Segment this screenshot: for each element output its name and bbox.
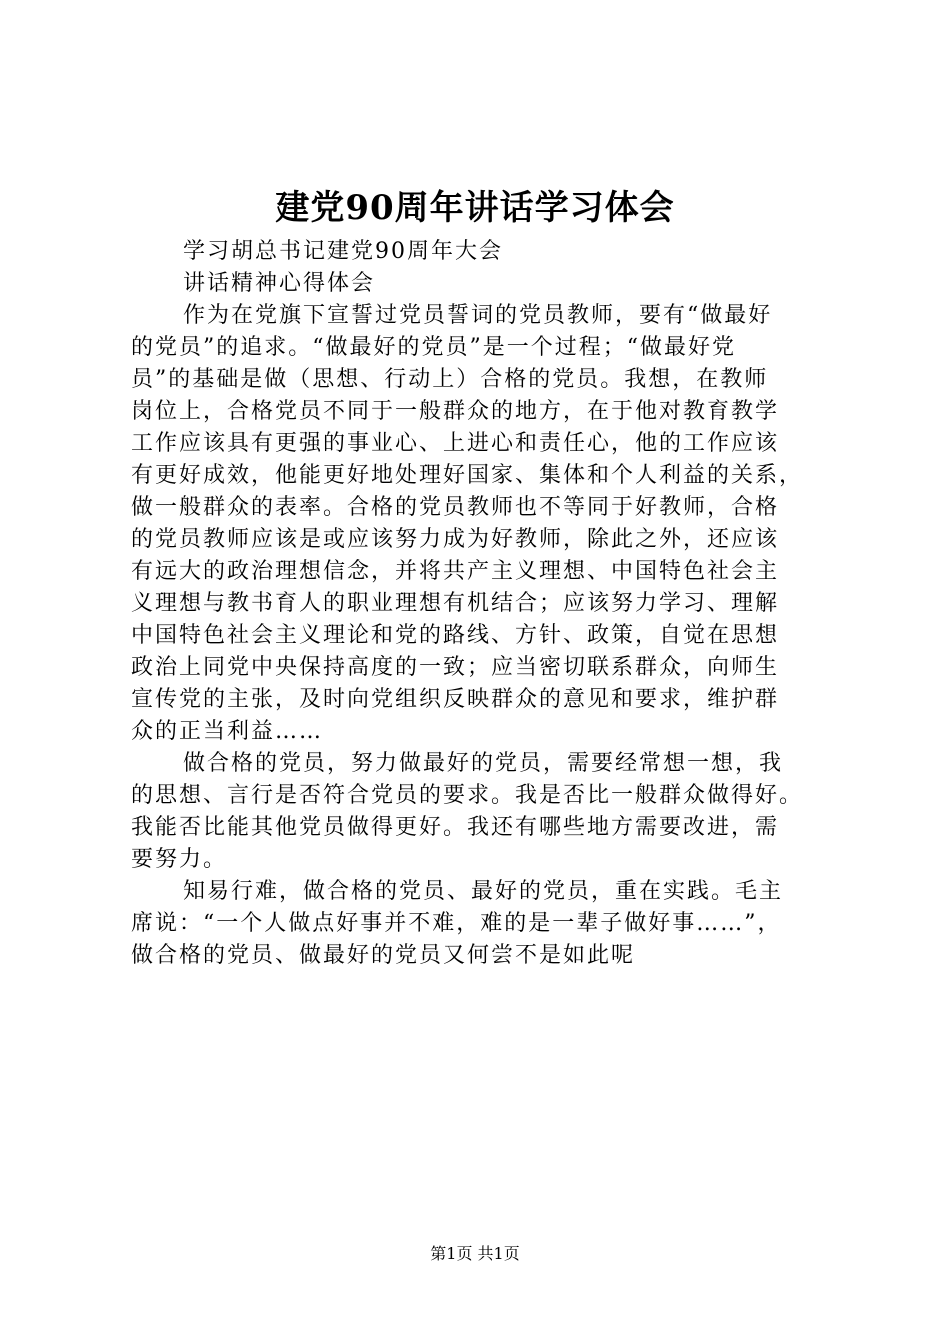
body-line: 众的正当利益…… xyxy=(131,719,324,744)
body-line: 工作应该具有更强的事业心、上进心和责任心，他的工作应该 xyxy=(131,431,780,456)
page-number-footer: 第1页 共1页 xyxy=(430,1244,520,1263)
body-line: 义理想与教书育人的职业理想有机结合；应该努力学习、理解 xyxy=(131,591,780,616)
body-line: 的思想、言行是否符合党员的要求。我是否比一般群众做得好。 xyxy=(131,783,804,808)
body-line: 知易行难，做合格的党员、最好的党员，重在实践。毛主 xyxy=(183,879,784,904)
body-line: 作为在党旗下宣誓过党员誓词的党员教师，要有“做最好 xyxy=(183,303,773,328)
body-line: 的党员教师应该是或应该努力成为好教师，除此之外，还应该 xyxy=(131,527,780,552)
body-line: 政治上同党中央保持高度的一致；应当密切联系群众，向师生 xyxy=(131,655,780,680)
body-line: 要努力。 xyxy=(131,847,228,872)
body-line: 我能否比能其他党员做得更好。我还有哪些地方需要改进，需 xyxy=(131,815,780,840)
body-line: 席说：“一个人做点好事并不难，难的是一辈子做好事……”， xyxy=(131,911,782,936)
body-line: 中国特色社会主义理论和党的路线、方针、政策，自觉在思想 xyxy=(131,623,780,648)
body-line: 讲话精神心得体会 xyxy=(183,271,376,296)
body-line: 做合格的党员、做最好的党员又何尝不是如此呢 xyxy=(131,943,636,968)
body-line: 有更好成效，他能更好地处理好国家、集体和个人利益的关系， xyxy=(131,463,804,488)
body-line: 员”的基础是做（思想、行动上）合格的党员。我想，在教师 xyxy=(131,367,769,392)
body-line: 岗位上，合格党员不同于一般群众的地方，在于他对教育教学 xyxy=(131,399,780,424)
body-line: 有远大的政治理想信念，并将共产主义理想、中国特色社会主 xyxy=(131,559,780,584)
body-line: 做一般群众的表率。合格的党员教师也不等同于好教师，合格 xyxy=(131,495,780,520)
body-line: 做合格的党员，努力做最好的党员，需要经常想一想，我 xyxy=(183,751,784,776)
body-line: 宣传党的主张，及时向党组织反映群众的意见和要求，维护群 xyxy=(131,687,780,712)
body-line: 的党员”的追求。“做最好的党员”是一个过程；“做最好党 xyxy=(131,335,736,360)
document-title: 建党90周年讲话学习体会 xyxy=(275,188,675,228)
body-line: 学习胡总书记建党90周年大会 xyxy=(183,239,503,264)
document-body xyxy=(131,236,841,972)
